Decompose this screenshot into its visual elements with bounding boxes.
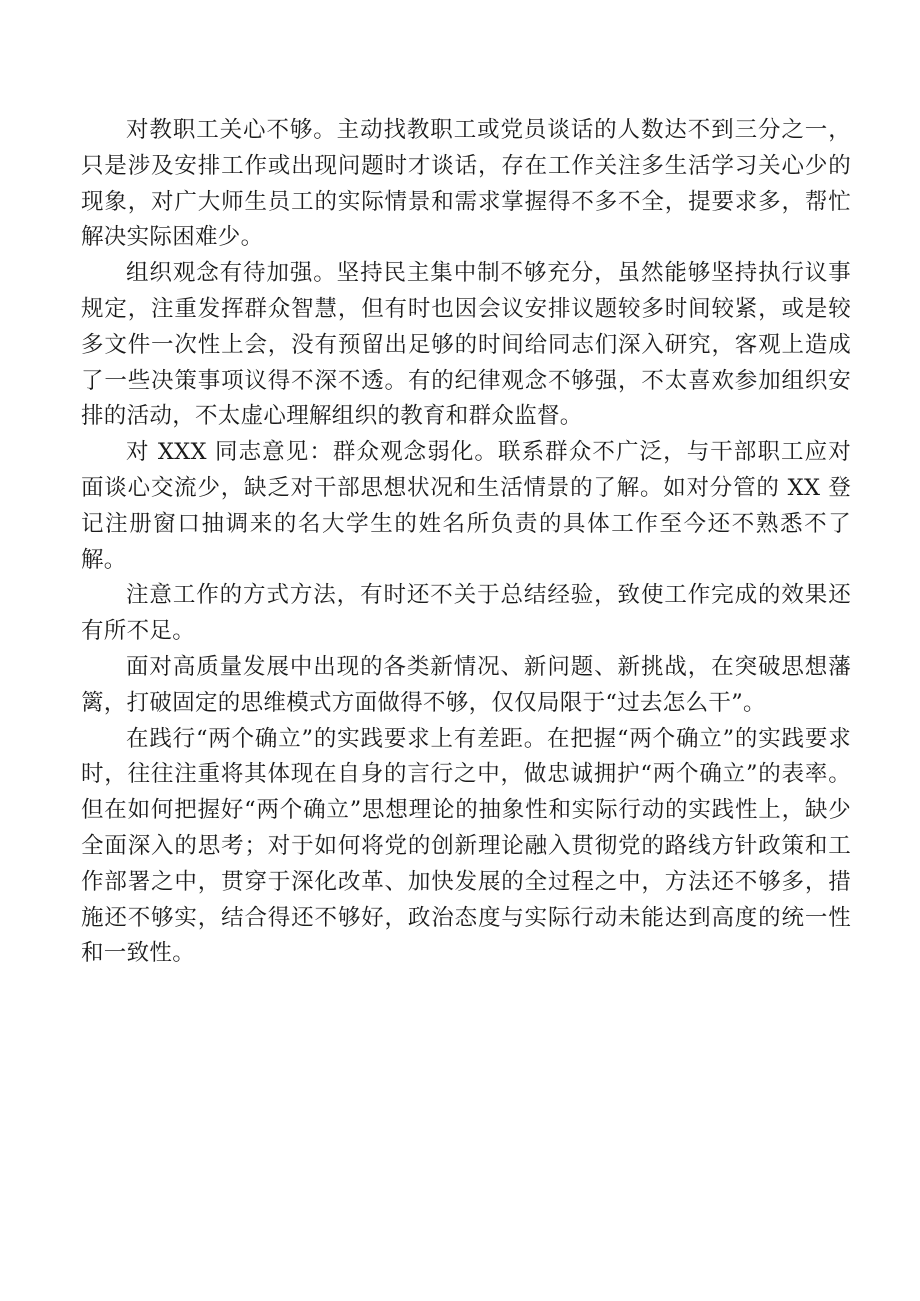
paragraph-work-methods: 注意工作的方式方法，有时还不关于总结经验，致使工作完成的效果还有所不足。 <box>81 582 851 645</box>
paragraph-teacher-care: 对教职工关心不够。主动找教职工或党员谈话的人数达不到三分之一，只是涉及安排工作或出现问题时才谈话，存在工作关注多生活学习关心少的现象，对广大师生员工的实际情景和需求掌握得不多不全，提要求多，帮忙解决实际困难少。 <box>81 117 851 251</box>
paragraph-comrade-opinion: 对 XXX 同志意见：群众观念弱化。联系群众不广泛，与干部职工应对面谈心交流少，缺乏对干部思想状况和生活情景的了解。如对分管的 XX 登记注册窗口抽调来的名大学生的姓名所负责的具体工作至今还不熟悉不了解。 <box>81 439 851 573</box>
document-body <box>81 113 851 972</box>
paragraph-organization-concept: 组织观念有待加强。坚持民主集中制不够充分，虽然能够坚持执行议事规定，注重发挥群众智慧，但有时也因会议安排议题较多时间较紧，或是较多文件一次性上会，没有预留出足够的时间给同志们深入研究，客观上造成了一些决策事项议得不深不透。有的纪律观念不够强，不太喜欢参加组织安排的活动，不太虚心理解组织的教育和群众监督。 <box>81 260 851 430</box>
paragraph-two-establishments: 在践行“两个确立”的实践要求上有差距。在把握“两个确立”的实践要求时，往往注重将其体现在自身的言行之中，做忠诚拥护“两个确立”的表率。但在如何把握好“两个确立”思想理论的抽象性和实际行动的实践性上，缺少全面深入的思考；对于如何将党的创新理论融入贯彻党的路线方针政策和工作部署之中，贯穿于深化改革、加快发展的全过程之中，方法还不够多，措施还不够实，结合得还不够好，政治态度与实际行动未能达到高度的统一性和一致性。 <box>81 725 851 967</box>
paragraph-new-challenges: 面对高质量发展中出现的各类新情况、新问题、新挑战，在突破思想藩篱，打破固定的思维模式方面做得不够，仅仅局限于“过去怎么干”。 <box>81 653 851 716</box>
